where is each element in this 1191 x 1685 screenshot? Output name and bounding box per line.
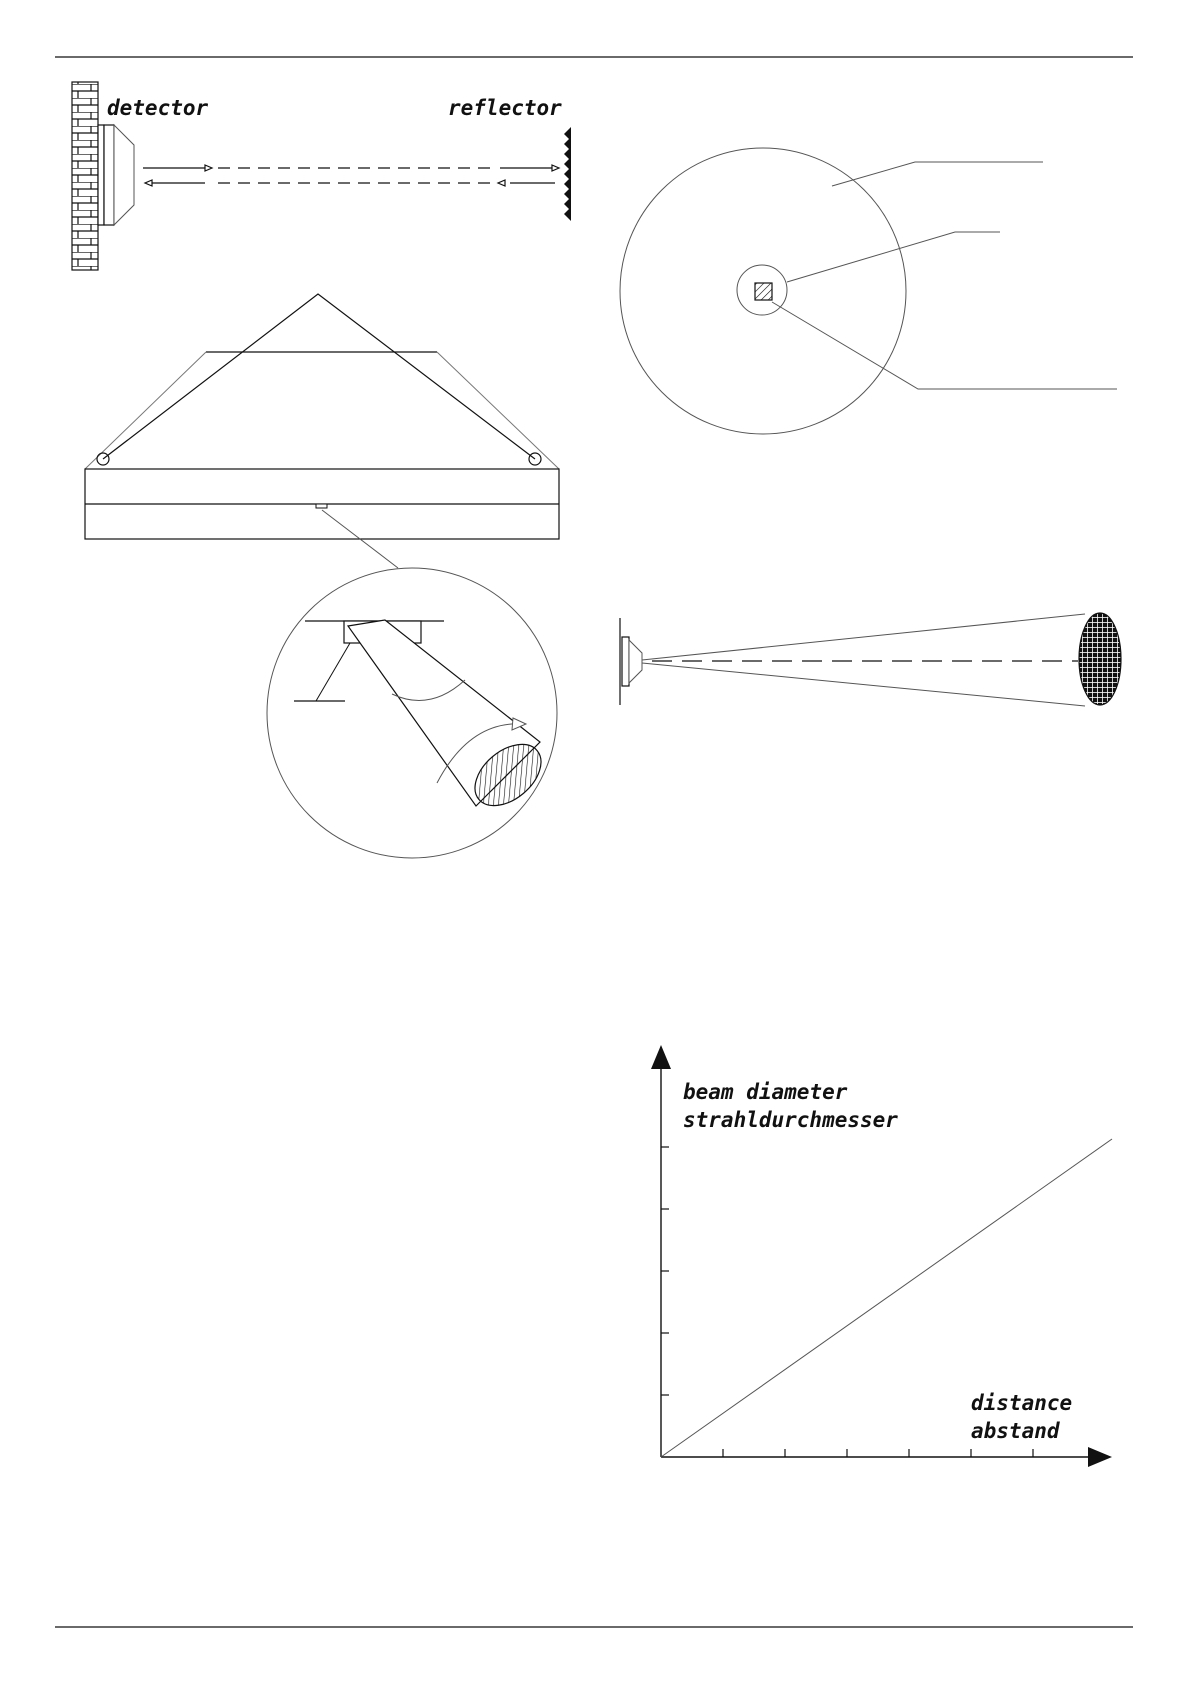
x-axis-arrow (1088, 1447, 1112, 1467)
detector-housing (98, 125, 134, 225)
y-axis-arrow (651, 1045, 671, 1069)
transmitter-body (622, 637, 629, 686)
chart-ylabel-line1: beam diameter (683, 1080, 848, 1104)
chart-xlabel-line2: abstand (971, 1419, 1060, 1443)
reflector-prisms (564, 127, 571, 221)
brick-wall (72, 82, 98, 270)
leader-2 (787, 232, 1000, 282)
suspension-wires (103, 294, 535, 459)
target-figure (620, 148, 1117, 434)
beam-spot (1079, 613, 1121, 705)
leader-3 (772, 302, 1117, 389)
chart-xlabel-line1: distance (971, 1391, 1073, 1415)
detector-label: detector (107, 96, 209, 120)
chart-ylabel-line2: strahldurchmesser (683, 1108, 898, 1132)
reflector-label: reflector (448, 96, 562, 120)
beam-lines (143, 165, 559, 186)
target-square (755, 283, 772, 300)
leader-1 (832, 162, 1043, 186)
beam-cone-figure (620, 613, 1121, 706)
ceiling-mount-figure (85, 294, 559, 858)
sensor-slot (316, 504, 327, 508)
